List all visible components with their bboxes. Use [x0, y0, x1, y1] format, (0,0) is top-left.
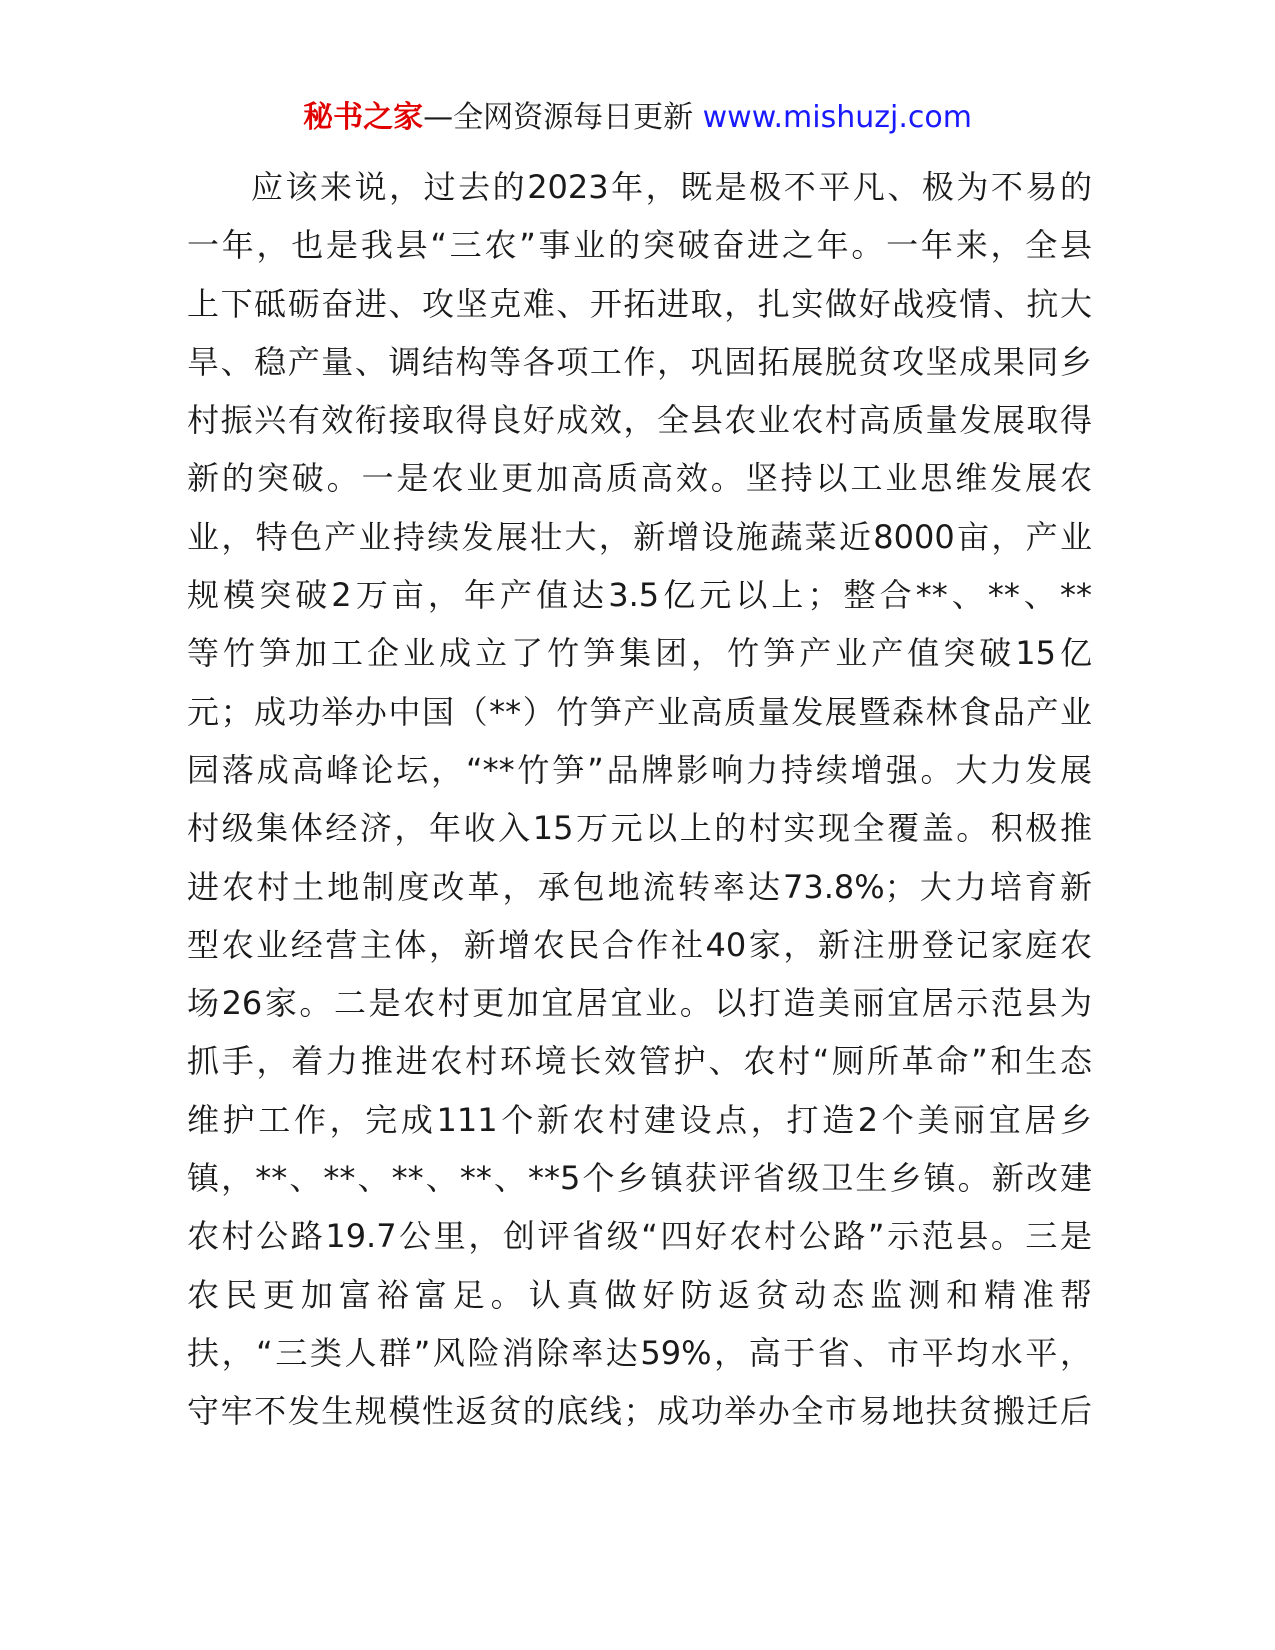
text-line: 抓手，着力推进农村环境长效管护、农村“厕所革命”和生态 [187, 1042, 1092, 1081]
text-line: 农村公路19.7公里，创评省级“四好农村公路”示范县。三是 [187, 1217, 1092, 1256]
text-line: 上下砥砺奋进、攻坚克难、开拓进取，扎实做好战疫情、抗大 [187, 284, 1092, 323]
header-url-link[interactable]: www.mishuzj.com [702, 100, 972, 135]
text-line: 园落成高峰论坛，“**竹笋”品牌影响力持续增强。大力发展 [187, 750, 1092, 789]
text-line: 新的突破。一是农业更加高质高效。坚持以工业思维发展农 [187, 459, 1092, 498]
text-line: 守牢不发生规模性返贫的底线；成功举办全市易地扶贫搬迁后 [187, 1392, 1092, 1431]
text-line: 维护工作，完成111个新农村建设点，打造2个美丽宜居乡 [187, 1100, 1092, 1139]
text-line: 规模突破2万亩，年产值达3.5亿元以上；整合**、**、** [187, 576, 1092, 615]
header-tagline: —全网资源每日更新 [423, 100, 703, 135]
text-line: 场26家。二是农村更加宜居宜业。以打造美丽宜居示范县为 [187, 984, 1092, 1023]
header-brand: 秘书之家 [303, 100, 424, 135]
text-line: 一年，也是我县“三农”事业的突破奋进之年。一年来，全县 [187, 226, 1092, 265]
text-line: 业，特色产业持续发展壮大，新增设施蔬菜近8000亩，产业 [187, 517, 1092, 556]
body-paragraph [187, 158, 1092, 1441]
text-line: 进农村土地制度改革，承包地流转率达73.8%；大力培育新 [187, 867, 1092, 906]
text-line: 村振兴有效衔接取得良好成效，全县农业农村高质量发展取得 [187, 401, 1092, 440]
text-line: 元；成功举办中国（**）竹笋产业高质量发展暨森林食品产业 [187, 692, 1092, 731]
text-line: 应该来说，过去的2023年，既是极不平凡、极为不易的 [251, 168, 1092, 206]
text-line: 型农业经营主体，新增农民合作社40家，新注册登记家庭农 [187, 925, 1092, 964]
text-line: 扶，“三类人群”风险消除率达59%，高于省、市平均水平， [187, 1333, 1092, 1372]
text-line: 旱、稳产量、调结构等各项工作，巩固拓展脱贫攻坚成果同乡 [187, 342, 1092, 381]
text-line: 等竹笋加工企业成立了竹笋集团，竹笋产业产值突破15亿 [187, 634, 1092, 673]
page-header [0, 98, 1275, 138]
text-line: 镇，**、**、**、**、**5个乡镇获评省级卫生乡镇。新改建 [187, 1159, 1092, 1198]
text-line: 农民更加富裕富足。认真做好防返贫动态监测和精准帮 [187, 1275, 1092, 1314]
text-line: 村级集体经济，年收入15万元以上的村实现全覆盖。积极推 [187, 809, 1092, 848]
